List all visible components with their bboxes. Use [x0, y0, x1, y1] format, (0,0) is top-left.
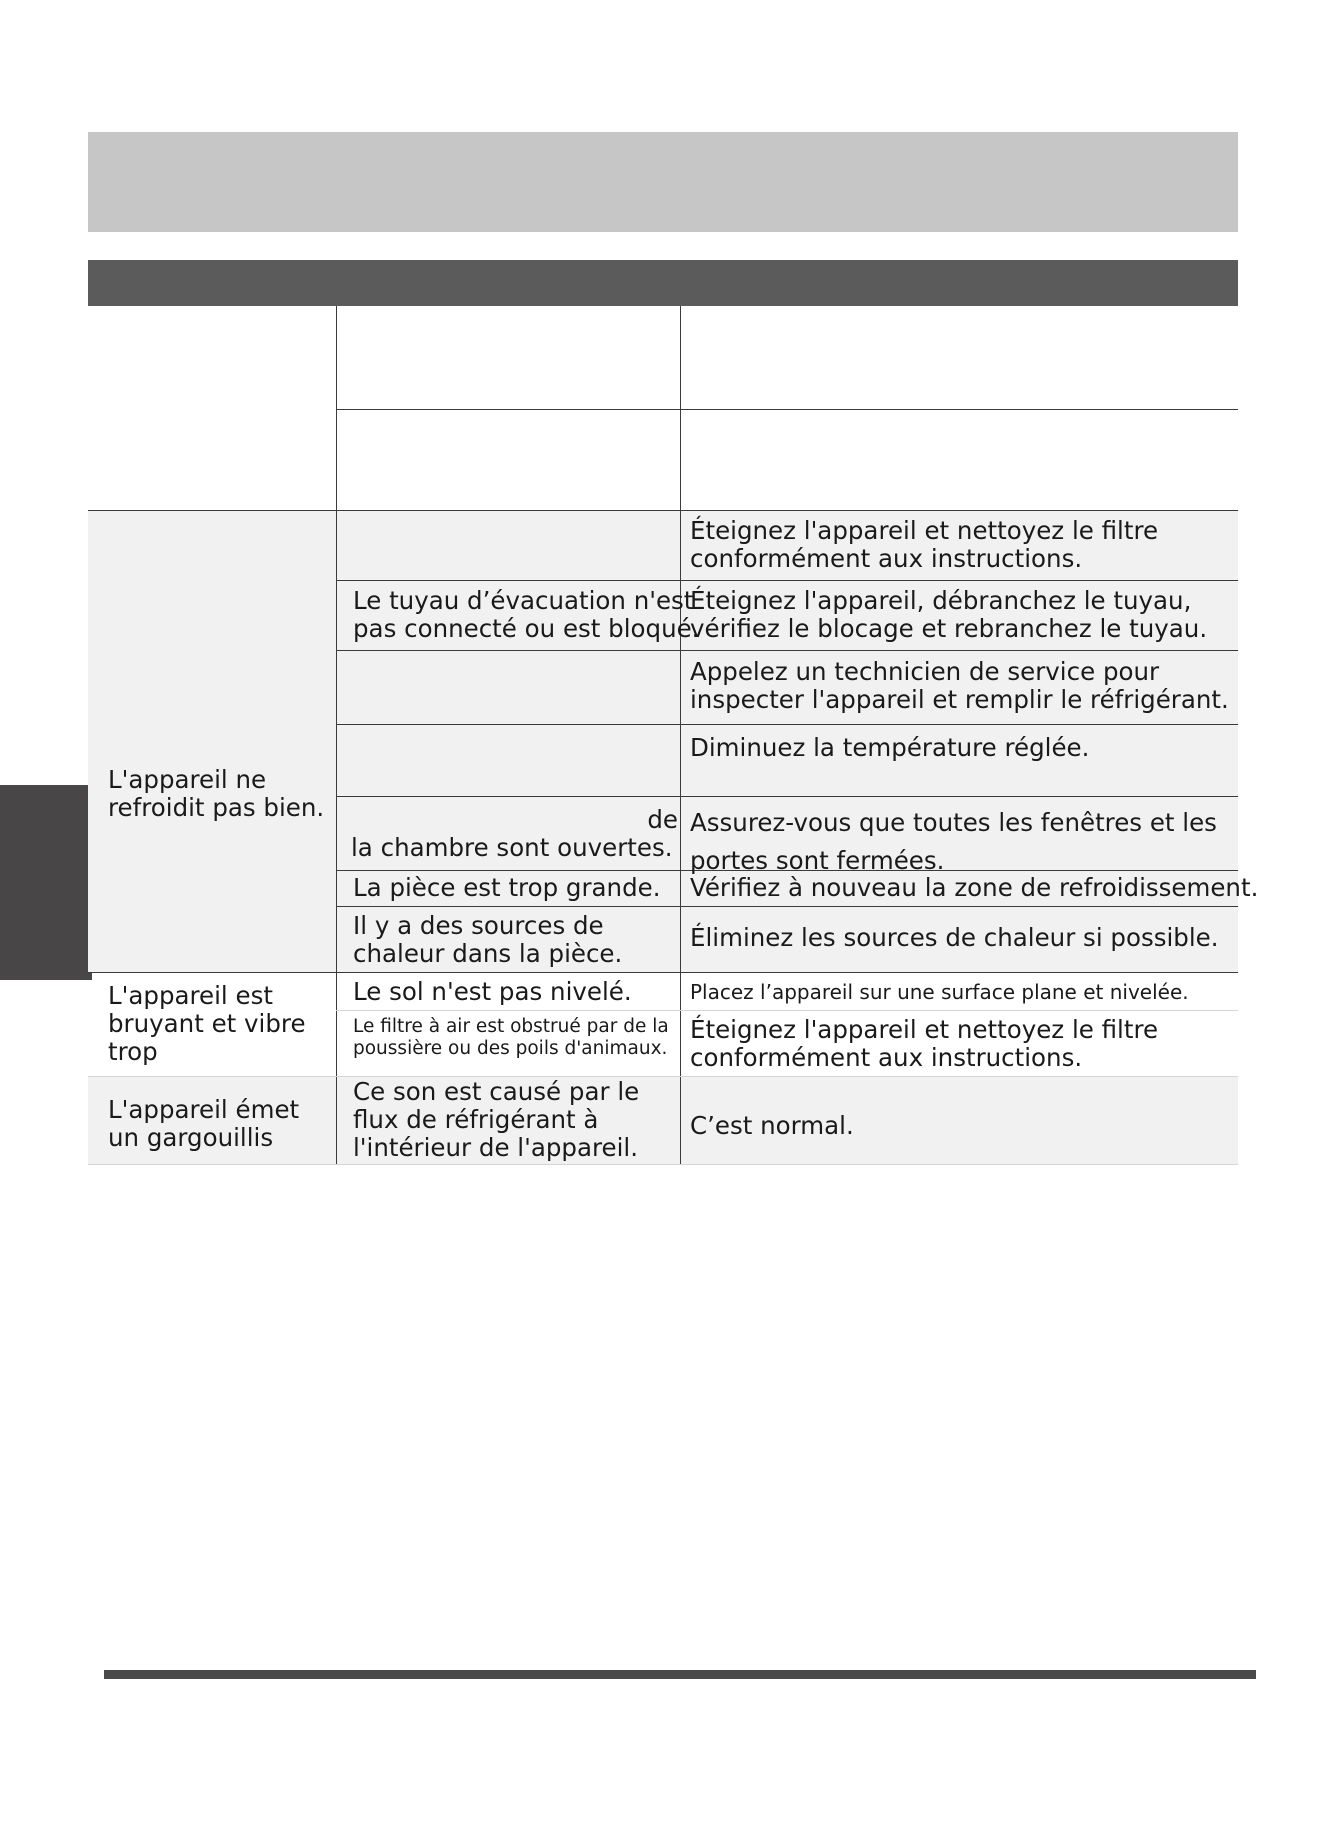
solution-cell: Éteignez l'appareil, débranchez le tuyau, vérifiez le blocage et rebranchez le tuyau. — [690, 586, 1208, 643]
row-line — [88, 972, 1238, 973]
side-tab — [0, 785, 92, 980]
footer-rule — [104, 1670, 1256, 1679]
row-line — [88, 1164, 1238, 1165]
solution-cell: C’est normal. — [690, 1111, 854, 1140]
solution-cell: Appelez un technicien de service pour inspecter l'appareil et remplir le réfrigérant. — [690, 657, 1229, 714]
cause-cell: Le tuyau d’évacuation n'est pas connecté ou est bloqué. — [353, 586, 700, 643]
row-line — [88, 1076, 1238, 1077]
solution-cell: Assurez-vous que toutes les fenêtres et les portes sont fermées. — [690, 808, 1217, 875]
col-divider-1 — [336, 306, 337, 1164]
cause-cell: Ce son est causé par le flux de réfrigérant à l'intérieur de l'appareil. — [353, 1077, 640, 1162]
row-line — [336, 409, 1238, 410]
cause-fragment: de — [647, 805, 678, 834]
cause-cell: la chambre sont ouvertes. — [351, 833, 673, 862]
problem-cooling: L'appareil ne refroidit pas bien. — [108, 765, 325, 822]
row-line — [336, 1010, 1238, 1011]
row-line — [336, 796, 1238, 797]
row-line — [336, 580, 1238, 581]
solution-cell: Vérifiez à nouveau la zone de refroidissement. — [690, 873, 1259, 902]
solution-cell: Éteignez l'appareil et nettoyez le filtre conformément aux instructions. — [690, 516, 1159, 573]
solution-cell: Diminuez la température réglée. — [690, 733, 1090, 762]
cause-cell: Le filtre à air est obstrué par de la poussière ou des poils d'animaux. — [353, 1016, 669, 1059]
header-band — [88, 132, 1238, 232]
row-line — [336, 724, 1238, 725]
cause-cell: La pièce est trop grande. — [353, 873, 661, 902]
cause-cell: Il y a des sources de chaleur dans la pièce. — [353, 911, 623, 968]
solution-cell: Éteignez l'appareil et nettoyez le filtre conformément aux instructions. — [690, 1015, 1159, 1072]
cause-cell: Le sol n'est pas nivelé. — [353, 977, 632, 1006]
row-line — [336, 906, 1238, 907]
problem-gurgle: L'appareil émet un gargouillis — [108, 1095, 300, 1152]
problem-noise: L'appareil est bruyant et vibre trop — [108, 981, 306, 1066]
row-line — [88, 510, 1238, 511]
col-divider-2 — [680, 306, 681, 1164]
row-line — [336, 650, 1238, 651]
solution-cell: Éliminez les sources de chaleur si possible. — [690, 923, 1219, 952]
table-header-bar — [88, 260, 1238, 306]
solution-cell: Placez l’appareil sur une surface plane et nivelée. — [690, 980, 1189, 1004]
